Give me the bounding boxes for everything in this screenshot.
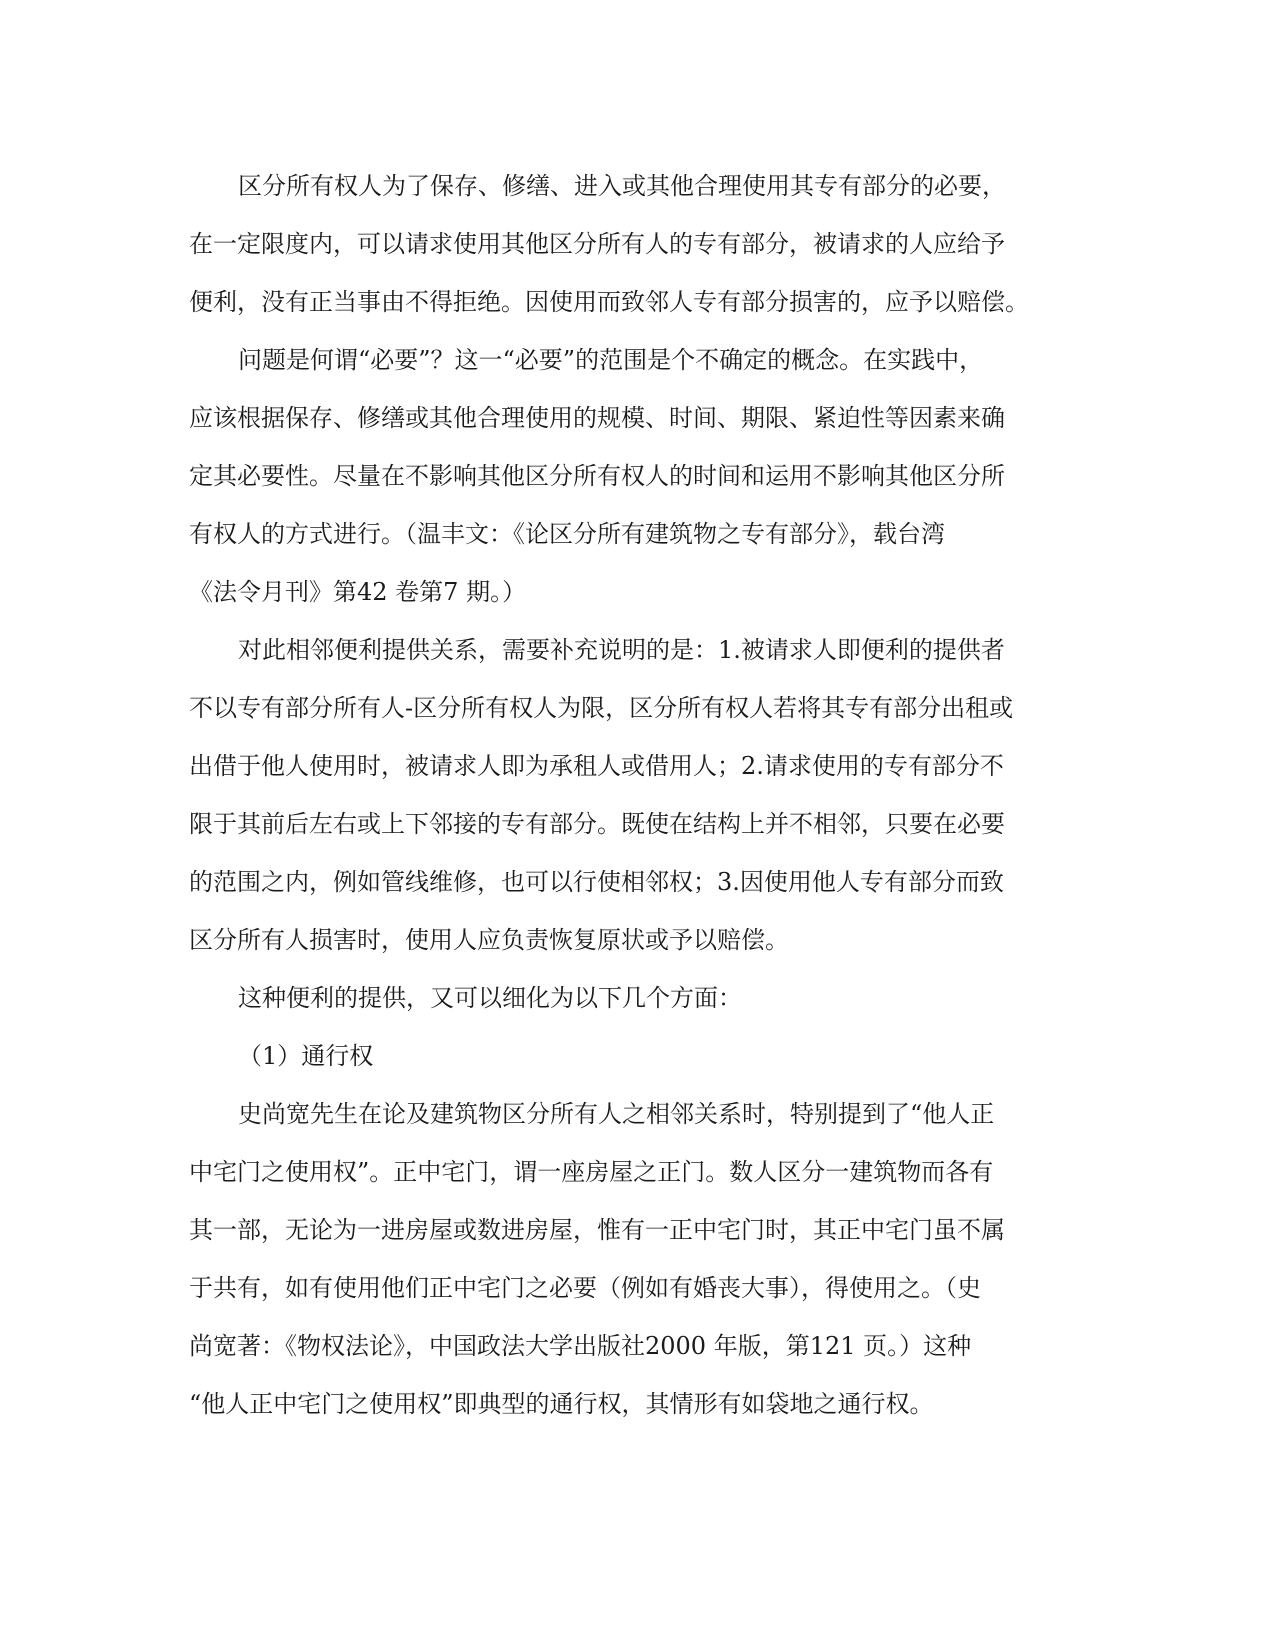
paragraph-line: 区分所有人损害时，使用人应负责恢复原状或予以赔偿。 [189,926,789,954]
paragraph-line: 区分所有权人为了保存、修缮、进入或其他合理使用其专有部分的必要， [238,172,1006,200]
paragraph-line: 定其必要性。尽量在不影响其他区分所有权人的时间和运用不影响其他区分所 [189,462,1005,490]
paragraph-line: 限于其前后左右或上下邻接的专有部分。既使在结构上并不相邻，只要在必要 [189,810,1005,838]
paragraph-line: 尚宽著：《物权法论》，中国政法大学出版社2000 年版，第121 页。）这种 [189,1332,972,1360]
paragraph-line: 中宅门之使用权”。正中宅门，谓一座房屋之正门。数人区分一建筑物而各有 [189,1158,994,1186]
paragraph-line: “他人正中宅门之使用权”即典型的通行权，其情形有如袋地之通行权。 [189,1390,934,1418]
paragraph-line: 应该根据保存、修缮或其他合理使用的规模、时间、期限、紧迫性等因素来确 [189,404,1005,432]
paragraph-line: 史尚宽先生在论及建筑物区分所有人之相邻关系时，特别提到了“他人正 [238,1100,995,1128]
paragraph-line: 这种便利的提供，又可以细化为以下几个方面： [238,984,742,1012]
paragraph-line: 于共有，如有使用他们正中宅门之必要（例如有婚丧大事），得使用之。（史 [189,1274,981,1302]
paragraph-line: 出借于他人使用时，被请求人即为承租人或借用人；2.请求使用的专有部分不 [189,752,1004,780]
paragraph-line: 的范围之内，例如管线维修，也可以行使相邻权；3.因使用他人专有部分而致 [189,868,1004,896]
paragraph-line: 《法令月刊》第42 卷第7 期。） [189,578,527,606]
paragraph-line: 有权人的方式进行。（温丰文：《论区分所有建筑物之专有部分》，载台湾 [189,520,945,548]
paragraph-line: 便利，没有正当事由不得拒绝。因使用而致邻人专有部分损害的，应予以赔偿。 [189,288,1029,316]
paragraph-line: 其一部，无论为一进房屋或数进房屋，惟有一正中宅门时，其正中宅门虽不属 [189,1216,1005,1244]
paragraph-line: 问题是何谓“必要”？这一“必要”的范围是个不确定的概念。在实践中， [238,346,984,374]
paragraph-line: 不以专有部分所有人-区分所有权人为限，区分所有权人若将其专有部分出租或 [189,694,1014,722]
section-heading: （1）通行权 [238,1042,374,1070]
paragraph-line: 在一定限度内，可以请求使用其他区分所有人的专有部分，被请求的人应给予 [189,230,1005,258]
paragraph-line: 对此相邻便利提供关系，需要补充说明的是：1.被请求人即便利的提供者 [238,636,1005,664]
